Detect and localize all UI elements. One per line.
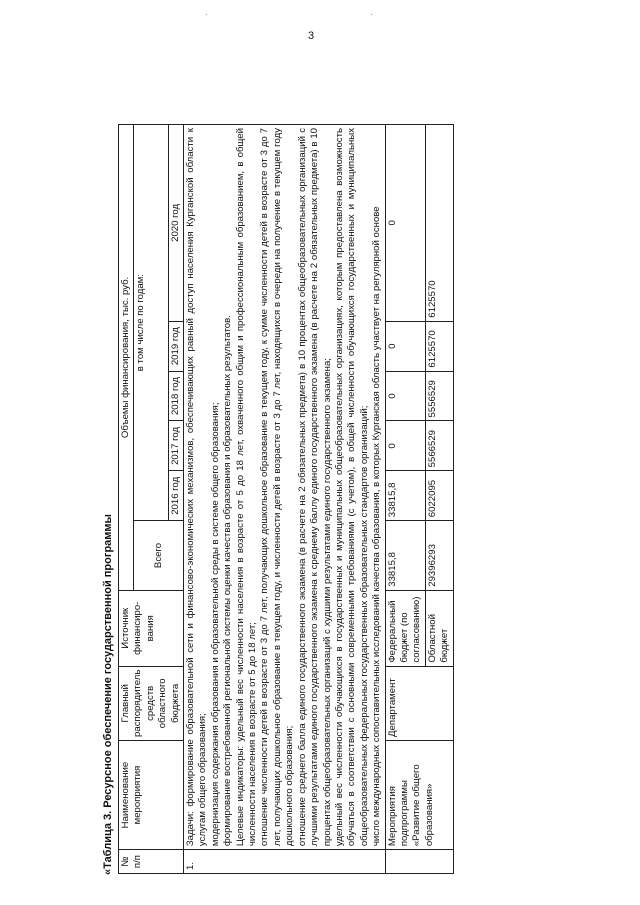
year-header: 2016 год: [168, 471, 183, 521]
col-total-header: Всего: [134, 521, 184, 591]
col-name-header: Наименование мероприятия: [119, 740, 184, 849]
col-distributor-header: Главный распорядитель средств областного бюджета: [119, 666, 184, 740]
row-number: 1.: [184, 850, 386, 874]
task-text: формирование востребованной региональной системы оценки качества образования и образовательных результатов.: [222, 315, 234, 847]
tasks-row: [184, 125, 386, 874]
indicator-text: Целевые индикаторы: удельный вес численности населения в возрасте от 5 до 18 лет, охваченного общим и профессиональным образованием, в общей численности населения в возрасте от 5 до 18 лет;: [234, 128, 259, 847]
year-cell: 5566529: [425, 421, 453, 471]
scan-mark: ·: [370, 10, 373, 19]
resource-table: [118, 124, 454, 874]
indicator-text: удельный вес численности обучающихся в государственных и муниципальных общеобразовательных организациях, которым предоставлена возможность обучаться в соответствии с основными современными требованиями (с учетом), в общей численности обучающихся государственных и муниципальных общеобразовательных федеральных государственных образовательных стандартов организаций;: [333, 128, 370, 847]
tasks-cell: [184, 125, 386, 850]
activity-name: Мероприятия подпрограммы «Развитие общего образования»: [385, 740, 453, 849]
task-text: модернизация содержания образования и образовательной среды в системе общего образования;: [209, 402, 221, 847]
year-cell: 0: [385, 371, 425, 421]
source-cell: Федеральный бюджет (по согласованию): [385, 590, 425, 666]
source-cell: Областной бюджет: [425, 590, 453, 666]
year-cell: 6125570: [425, 125, 453, 322]
activity-distributor: Департамент: [385, 666, 453, 740]
task-text: Задачи: формирование образовательной сети и финансово-экономических механизмов, обеспечивающих равный доступ населения Курганской области к услугам общего образования;: [185, 128, 209, 847]
year-header: 2019 год: [168, 321, 183, 371]
page-number: 3: [308, 30, 315, 42]
total-cell: 29396293: [425, 521, 453, 591]
year-cell: 33815,8: [385, 471, 425, 521]
year-header: 2018 год: [168, 371, 183, 421]
header-row: [119, 125, 134, 874]
total-cell: 33815,8: [385, 521, 425, 591]
indicator-text: отношение численности детей в возрасте от 3 до 7 лет, получающих дошкольное образование в текущем году, к сумме численности детей в возрасте от 3 до 7 лет, получающих дошкольное образование в текущем году, и численности детей в возрасте от 3 до 7 лет, находящихся в очереди на получение в текущем году дошкольного образования;: [259, 128, 296, 847]
col-num-header: № п/п: [119, 850, 184, 874]
year-header: 2020 год: [168, 125, 183, 322]
col-volumes-header: Объемы финансирования, тыс. руб.: [119, 125, 134, 591]
year-cell: 0: [385, 321, 425, 371]
col-by-years-header: в том числе по годам:: [134, 125, 168, 521]
table-row: [385, 125, 425, 874]
year-cell: 6125570: [425, 321, 453, 371]
scan-mark: ·: [205, 10, 208, 19]
indicator-text: отношение среднего балла единого государственного экзамена (в расчете на 2 обязательных предмета) в 10 процентах общеобразовательных организаций с лучшими результатами единого государственного экзамена к среднему баллу единого государственного экзамена (в расчете на 2 обязательных предмета) в 10 процентах общеобразовательных организаций с худшими результатами единого государственного экзамена;: [296, 128, 333, 847]
year-cell: 5556529: [425, 371, 453, 421]
year-cell: 0: [385, 125, 425, 322]
year-cell: 0: [385, 421, 425, 471]
indicator-text: число международных сопоставительных исследований качества образования, в которых Курганская область участвует на регулярной основе: [371, 206, 383, 847]
col-source-header: Источник финансиро- вания: [119, 590, 184, 666]
empty-cell: [385, 850, 453, 874]
table-title: «Таблица 3. Ресурсное обеспечение государственной программы: [102, 514, 114, 875]
year-header: 2017 год: [168, 421, 183, 471]
year-cell: 6022095: [425, 471, 453, 521]
